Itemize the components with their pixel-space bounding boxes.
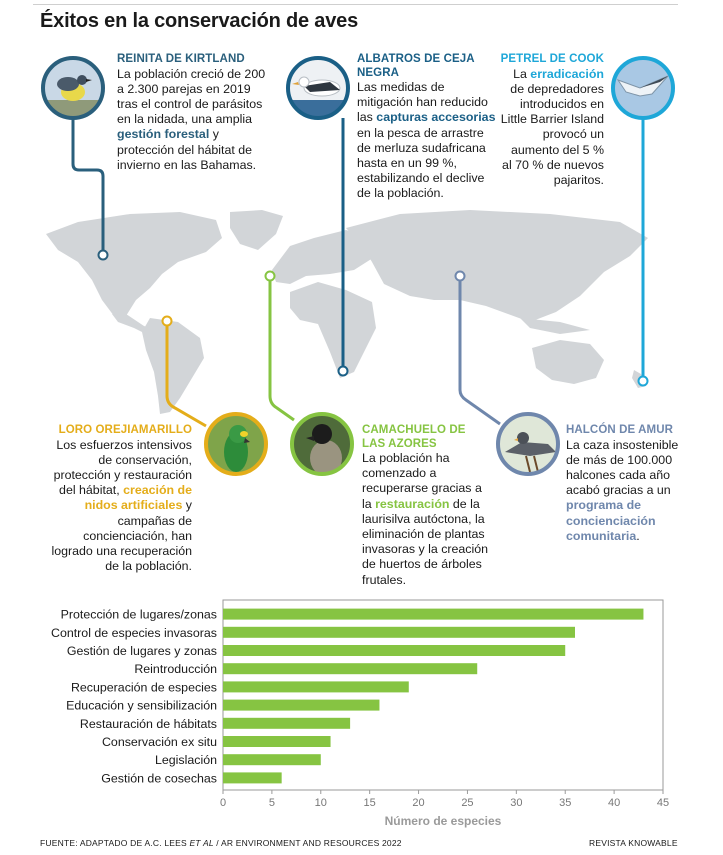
x-tick-label-2: 10 [314,797,327,809]
category-label-6: Restauración de hábitats [79,716,217,731]
card-loro [40,424,192,574]
north-america [46,212,222,316]
x-tick-label-5: 25 [461,797,474,809]
category-label-9: Gestión de cosechas [101,771,217,786]
source-note [40,838,402,848]
bar-5 [223,700,379,711]
x-axis-label: Número de especies [384,814,502,828]
photo-kirtland [40,55,110,130]
greenland [230,210,283,250]
photo-petrel [610,55,680,125]
name-loro: LORO OREJIAMARILLO [58,424,192,436]
x-tick-label-3: 15 [363,797,376,809]
highlight-halcon: programa de concienciación comunitaria [566,498,656,543]
highlight-petrel: erradicación [530,66,604,81]
bar-4 [223,681,409,692]
bar-2 [223,645,565,656]
x-tick-label-9: 45 [656,797,670,809]
bar-7 [223,736,331,747]
bar-9 [223,772,282,783]
card-petrel [500,53,604,188]
x-tick-label-4: 20 [412,797,425,809]
x-tick-label-6: 30 [510,797,523,809]
marker-albatros [339,367,348,376]
bar-3 [223,663,477,674]
south-america [142,318,204,414]
bar-1 [223,627,575,638]
asia [346,210,648,322]
continents [46,210,648,414]
marker-kirtland [99,251,108,260]
category-label-3: Reintroducción [134,662,217,677]
x-tick-label-0: 0 [219,797,227,809]
indonesia [520,318,590,334]
source-prefix: FUENTE: ADAPTADO DE A.C. LEES [40,838,190,848]
name-albatros: ALBATROS DE CEJA NEGRA [357,53,475,79]
highlight-camachuelo: restauración [375,496,450,511]
card-halcon [566,424,686,544]
text-loro-1: Los esfuerzos intensivos de conservación, protección y restauración del hábitat, [53,437,192,498]
africa [290,282,376,378]
credit: REVISTA KNOWABLE [589,838,678,848]
source-suffix: / AR ENVIRONMENT AND RESOURCES 2022 [213,838,402,848]
text-loro-2: y campañas de concienciación, han logrado una recuperación de la población. [51,498,192,574]
highlight-loro: creación de nidos artificiales [84,483,192,513]
highlight-kirtland: gestión forestal [117,127,210,142]
text-kirtland-2: y protección del hábitat de invierno en las Bahamas. [117,127,257,172]
highlight-albatros: capturas accesorias [376,110,496,125]
marker-loro [163,317,172,326]
text-camachuelo-2: de la laurisilva autóctona, la eliminación de plantas invasoras y la creación de huertos de árboles frutales. [362,496,489,587]
category-label-0: Protección de lugares/zonas [60,607,217,622]
australia [532,340,604,384]
text-camachuelo-1: La población ha comenzado a recuperarse gracias a la [362,451,482,511]
text-albatros-2: en la pesca de arrastre de merluza sudafricana hasta en un 99 %, estabilizando el declive de la población. [357,125,486,201]
source-italic: ET AL [189,838,214,848]
x-tick-label-7: 35 [559,797,572,809]
text-petrel-2: de depredadores introducidos en Little Barrier Island provocó un aumento del 5 % al 70 % de nuevos pajaritos. [500,81,604,187]
photo-camachuelo [290,410,360,480]
name-halcon: HALCÓN DE AMUR [566,424,674,436]
x-tick-label-1: 5 [268,797,275,809]
name-camachuelo: CAMACHUELO DE LAS AZORES [362,424,466,450]
bar-chart [0,590,723,835]
text-halcon-2: . [636,528,640,543]
card-camachuelo [362,424,492,588]
bar-0 [223,609,643,620]
text-albatros-1: Las medidas de mitigación han reducido las [357,80,488,125]
category-label-5: Educación y sensibilización [66,698,217,713]
marker-petrel [639,377,648,386]
category-label-1: Control de especies invasoras [51,625,217,640]
photo-loro [200,410,275,480]
bar-6 [223,718,350,729]
bar-8 [223,754,321,765]
category-label-7: Conservación ex situ [101,735,217,749]
category-label-4: Recuperación de especies [70,680,217,695]
name-petrel: PETREL DE COOK [500,53,604,65]
photo-halcon [495,410,565,480]
page-title: Éxitos en la conservación de aves [40,10,358,32]
name-kirtland: REINITA DE KIRTLAND [117,53,245,65]
text-halcon-1: La caza insostenible de más de 100.000 halcones cada año acabó gracias a un [566,437,679,498]
text-kirtland-1: La población creció de 200 a 2.300 parejas en 2019 tras el control de parásitos en la nidada, una amplia [117,66,266,127]
text-petrel-1: La [513,66,531,81]
card-kirtland [117,53,269,173]
marker-camachuelo [266,272,275,281]
x-tick-label-8: 40 [607,797,621,809]
category-label-8: Legislación [155,753,217,768]
card-albatros [357,53,497,202]
category-label-2: Gestión de lugares y zonas [66,644,217,658]
marker-halcon [456,272,465,281]
